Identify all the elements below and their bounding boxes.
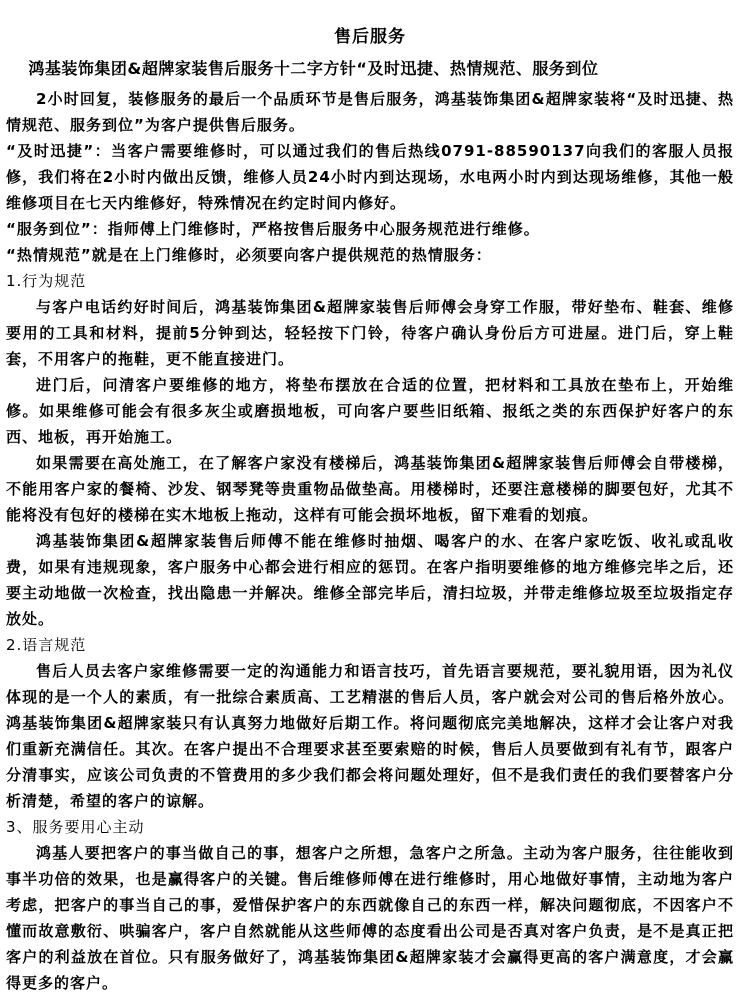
section-heading: 1.行为规范 — [6, 272, 87, 290]
paragraph: 鸿基装饰集团&超牌家装售后师傅不能在维修时抽烟、喝客户的水、在客户家吃饭、收礼或乱收费，如果有违规现象，客户服务中心都会进行相应的惩罚。在客户指明要维修的地方维修完毕之后，还要主动地做一次检查，找出隐患一并解决。维修全部完毕后，清扫垃圾，并带走维修垃圾至垃圾指定存放处。 — [6, 532, 734, 628]
paragraph: 2小时回复，装修服务的最后一个品质环节是售后服务，鸿基装饰集团&超牌家装将“及时迅捷、热情规范、服务到位”为客户提供售后服务。 — [6, 90, 734, 134]
page-title: 售后服务 — [334, 27, 406, 47]
paragraph: “及时迅捷”：当客户需要维修时，可以通过我们的售后热线0791-88590137向我们的客服人员报修，我们将在2小时内做出反馈，维修人员24小时内到达现场，水电两小时内到达现场维修，其他一般维修项目在七天内维修好，特殊情况在约定时间内修好。 — [6, 142, 734, 212]
paragraph: 如果需要在高处施工，在了解客户家没有楼梯后，鸿基装饰集团&超牌家装售后师傅会自带楼梯，不能用客户家的餐椅、沙发、钢琴凳等贵重物品做垫高。用楼梯时，还要注意楼梯的脚要包好，尤其不能将没有包好的楼梯在实木地板上拖动，这样有可能会损坏地板，留下难看的划痕。 — [6, 454, 734, 524]
paragraph: 售后人员去客户家维修需要一定的沟通能力和语言技巧，首先语言要规范，要礼貌用语，因为礼仪体现的是一个人的素质，有一批综合素质高、工艺精湛的售后人员，客户就会对公司的售后格外放心。鸿基装饰集团&超牌家装只有认真努力地做好后期工作。将问题彻底完美地解决，这样才会让客户对我们重新充满信任。其次。在客户提出不合理要求甚至要索赔的时候，售后人员要做到有礼有节，跟客户分清事实，应该公司负责的不管费用的多少我们都会将问题处理好，但不是我们责任的我们要替客户分析清楚，希望的客户的谅解。 — [6, 662, 734, 810]
paragraph: “服务到位”：指师傅上门维修时，严格按售后服务中心服务规范进行维修。 — [6, 220, 540, 238]
document-body — [6, 86, 734, 996]
section-heading: 2.语言规范 — [6, 636, 87, 654]
doc-subtitle: 鸿基装饰集团&超牌家装售后服务十二字方针“及时迅捷、热情规范、服务到位 — [28, 59, 599, 78]
paragraph: 进门后，问清客户要维修的地方，将垫布摆放在合适的位置，把材料和工具放在垫布上，开始维修。如果维修可能会有很多灰尘或磨损地板，可向客户要些旧纸箱、报纸之类的东西保护好客户的东西、地板，再开始施工。 — [6, 376, 734, 446]
paragraph: 鸿基人要把客户的事当做自己的事，想客户之所想，急客户之所急。主动为客户服务，往往能收到事半功倍的效果，也是赢得客户的关键。售后维修师傅在进行维修时，用心地做好事情，主动地为客户考虑，把客户的事当自己的事，爱惜保护客户的东西就像自己的东西一样，解决问题彻底，不因客户不懂而故意敷衍、哄骗客户，客户自然就能从这些师傅的态度看出公司是否真对客户负责，是不是真正把客户的利益放在首位。只有服务做好了，鸿基装饰集团&超牌家装才会赢得更高的客户满意度，才会赢得更多的客户。 — [6, 844, 734, 992]
section-heading: 3、服务要用心主动 — [6, 818, 145, 836]
paragraph: 与客户电话约好时间后，鸿基装饰集团&超牌家装售后师傅会身穿工作服，带好垫布、鞋套、维修要用的工具和材料，提前5分钟到达，轻轻按下门铃，待客户确认身份后方可进屋。进门后，穿上鞋套，不用客户的拖鞋，更不能直接进门。 — [6, 298, 734, 368]
paragraph: “热情规范”就是在上门维修时，必须要向客户提供规范的热情服务： — [6, 246, 492, 264]
